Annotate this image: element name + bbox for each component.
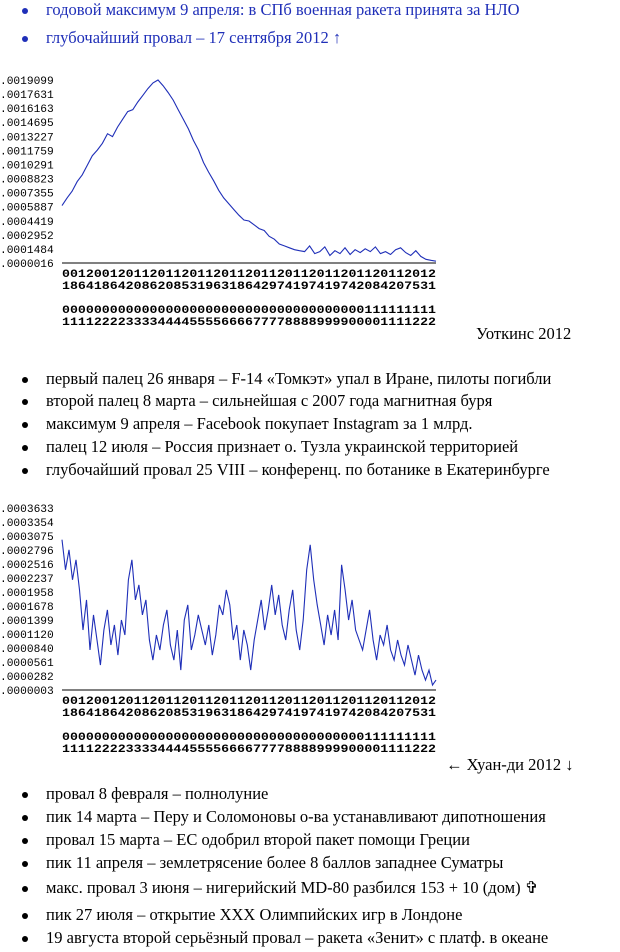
x-tick-row: 00000000000000000000000000000000000000111111111 bbox=[62, 732, 437, 744]
bullet-dot bbox=[22, 861, 28, 867]
bullet-text: максимум 9 апреля – Facebook покупает Instagram за 1 млрд. bbox=[46, 414, 473, 433]
bullet-text: пик 11 апреля – землетрясение более 8 баллов западнее Суматры bbox=[46, 853, 504, 872]
bullet-dot bbox=[22, 468, 28, 474]
bullet-text: провал 8 февраля – полнолуние bbox=[46, 784, 269, 803]
y-tick-label: .0011759 bbox=[0, 146, 54, 159]
x-tick-row: 18641864208620853196318642974197419742084207531 bbox=[62, 281, 437, 293]
bullet-text: палец 12 июля – Россия признает о. Тузла украинской территорией bbox=[46, 437, 519, 456]
x-tick-row: 11112222333344445555666677778888999900001111222 bbox=[62, 317, 436, 329]
y-tick-label: .0002516 bbox=[0, 560, 54, 572]
bullet-dot bbox=[22, 445, 28, 451]
bullet-text: провал 15 марта – ЕС одобрил второй пакет помощи Греции bbox=[46, 830, 470, 849]
y-tick-label: .0008823 bbox=[0, 174, 54, 187]
bullet-dot bbox=[22, 8, 28, 14]
y-tick-label: .0000840 bbox=[0, 644, 54, 656]
y-tick-label: .0001120 bbox=[0, 630, 54, 642]
bullet-dot bbox=[22, 422, 28, 428]
y-tick-label: .0000282 bbox=[0, 672, 54, 684]
y-tick-label: .0001399 bbox=[0, 616, 54, 628]
bullet-text: первый палец 26 января – F-14 «Томкэт» упал в Иране, пилоты погибли bbox=[46, 369, 552, 388]
y-tick-label: .0010291 bbox=[0, 160, 54, 173]
y-tick-label: .0003633 bbox=[0, 504, 54, 516]
y-tick-label: .0019099 bbox=[0, 76, 54, 88]
bullet-dot bbox=[22, 838, 28, 844]
data-line bbox=[62, 540, 436, 685]
bullet-dot bbox=[22, 36, 28, 42]
y-tick-label: .0007355 bbox=[0, 188, 54, 201]
chart-huangdi-caption: ← Хуан-ди 2012 ↓ bbox=[446, 755, 574, 774]
chart-huangdi bbox=[0, 498, 620, 778]
y-tick-label: .0017631 bbox=[0, 90, 54, 103]
bullet-dot bbox=[22, 377, 28, 383]
chart-watkins bbox=[0, 70, 620, 352]
x-tick-row: 00000000000000000000000000000000000000111111111 bbox=[62, 305, 437, 317]
bullet-dot bbox=[22, 399, 28, 405]
y-tick-label: .0002952 bbox=[0, 230, 54, 243]
bullet-dot bbox=[22, 792, 28, 798]
y-tick-label: .0000003 bbox=[0, 686, 54, 698]
bullet-text: пик 14 марта – Перу и Соломоновы о-ва устанавливают дипотношения bbox=[46, 807, 546, 826]
bullet-text: второй палец 8 марта – сильнейшая с 2007 года магнитная буря bbox=[46, 391, 493, 410]
y-tick-label: .0002796 bbox=[0, 546, 54, 558]
y-tick-label: .0004419 bbox=[0, 216, 54, 229]
y-tick-label: .0001958 bbox=[0, 588, 54, 600]
bullet-dot bbox=[22, 936, 28, 942]
y-tick-label: .0001678 bbox=[0, 602, 54, 614]
y-tick-label: .0005887 bbox=[0, 202, 54, 215]
x-tick-row: 00120012011201120112011201120112011201120112012 bbox=[62, 696, 436, 708]
bullet-text: пик 27 июля – открытие XXX Олимпийских игр в Лондоне bbox=[46, 905, 463, 924]
x-tick-row: 00120012011201120112011201120112011201120112012 bbox=[62, 269, 436, 281]
bullet-dot bbox=[22, 913, 28, 919]
y-tick-label: .0016163 bbox=[0, 104, 54, 117]
bullet-text: годовой максимум 9 апреля: в СПб военная ракета принята за НЛО bbox=[46, 0, 520, 19]
y-tick-label: .0013227 bbox=[0, 132, 54, 145]
y-tick-label: .0001484 bbox=[0, 244, 54, 257]
data-line bbox=[62, 80, 436, 261]
bullet-dot bbox=[22, 886, 28, 892]
bullet-text: глубочайший провал – 17 сентября 2012 ↑ bbox=[46, 28, 342, 47]
y-tick-label: .0002237 bbox=[0, 574, 54, 586]
y-tick-label: .0014695 bbox=[0, 118, 54, 131]
bullet-dot bbox=[22, 815, 28, 821]
bullet-text: глубочайший провал 25 VIII – конференц. по ботанике в Екатеринбурге bbox=[46, 460, 550, 479]
chart-watkins-caption: Уоткинс 2012 bbox=[476, 324, 572, 343]
y-tick-label: .0000016 bbox=[0, 259, 54, 271]
y-tick-label: .0000561 bbox=[0, 658, 54, 670]
x-tick-row: 18641864208620853196318642974197419742084207531 bbox=[62, 708, 437, 720]
y-tick-label: .0003075 bbox=[0, 532, 54, 544]
bullet-text: 19 августа второй серьёзный провал – ракета «Зенит» с платф. в океане bbox=[46, 928, 549, 947]
chart-watkins-svg bbox=[0, 70, 620, 352]
chart-huangdi-svg bbox=[0, 498, 620, 778]
y-tick-label: .0003354 bbox=[0, 518, 54, 530]
x-tick-row: 11112222333344445555666677778888999900001111222 bbox=[62, 744, 436, 756]
bullet-text: макс. провал 3 июня – нигерийский MD-80 разбился 153 + 10 (дом) ✞ bbox=[46, 878, 539, 897]
